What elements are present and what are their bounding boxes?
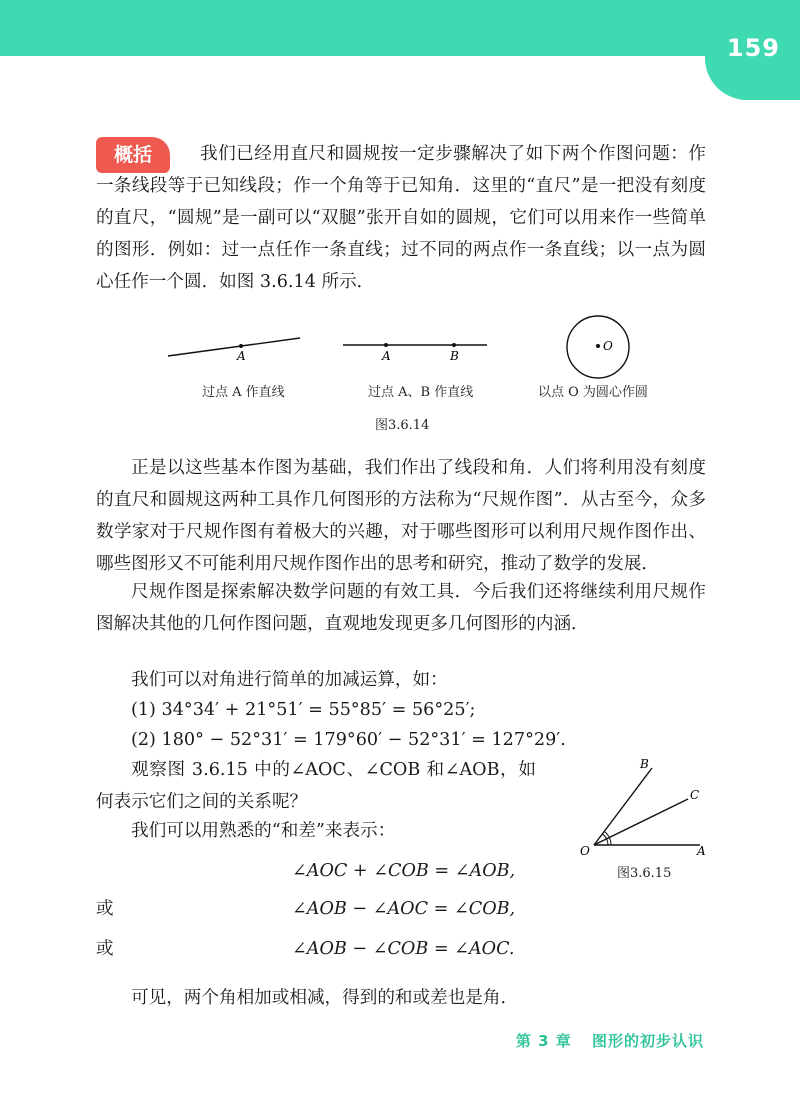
- equation-2: ∠AOB − ∠AOC = ∠COB,: [292, 899, 516, 919]
- paragraph-ruler-compass: 正是以这些基本作图为基础，我们作出了线段和角．人们将利用没有刻度的直尺和圆规这两种工具作几何图形的方法称为“尺规作图”．从古至今，众多数学家对于尺规作图有着极大的兴趣，对于哪些图形可以利用尺规作图作出、哪些图形又不可能利用尺规作图作出的思考和研究，推动了数学的发展．: [96, 458, 706, 574]
- point-a-2: [384, 343, 388, 347]
- label-o: O: [603, 339, 613, 353]
- caption-circle-o: 以点 O 为圆心作圆: [538, 385, 648, 400]
- figure-3-6-15-label: 图3.6.15: [617, 866, 672, 881]
- point-b: [452, 343, 456, 347]
- calc-example-1: (1) 34°34′ + 21°51′ = 55°85′ = 56°25′;: [131, 700, 476, 720]
- caption-through-a-b: 过点 A、B 作直线: [368, 385, 474, 400]
- intro-paragraph: 我们已经用直尺和圆规按一定步骤解决了如下两个作图问题：作一条线段等于已知线段；作一个角等于已知角．这里的“直尺”是一把没有刻度的直尺，“圆规”是一副可以“双腿”张开自如的圆规，它们可以用来作一些简单的图形．例如：过一点任作一条直线；过不同的两点作一条直线；以一点为圆心任作一个圆．如图 3.6.14 所示．: [96, 144, 706, 292]
- footer-chapter: 第 3 章: [515, 1032, 572, 1050]
- label-a-1: A: [237, 349, 246, 363]
- label-a-2: A: [382, 349, 391, 363]
- label-o-3615: O: [580, 844, 590, 858]
- ray-oc: [594, 799, 688, 845]
- page-number: 159: [726, 34, 780, 62]
- equation-1: ∠AOC + ∠COB = ∠AOB,: [292, 861, 516, 881]
- or-word-1: 或: [96, 899, 114, 919]
- or-word-2: 或: [96, 939, 114, 959]
- label-c-3615: C: [690, 788, 700, 802]
- line-through-a: [168, 338, 300, 356]
- point-o: [596, 344, 600, 348]
- footer-title: 图形的初步认识: [591, 1032, 704, 1050]
- paragraph-tool: 尺规作图是探索解决数学问题的有效工具．今后我们还将继续利用尺规作图解决其他的几何作图问题，直观地发现更多几何图形的内涵．: [96, 582, 706, 634]
- label-b-3615: B: [640, 757, 649, 771]
- equation-3: ∠AOB − ∠COB = ∠AOC.: [292, 939, 515, 959]
- point-a-1: [239, 344, 243, 348]
- paragraph-sum-diff: 我们可以用熟悉的“和差”来表示：: [131, 821, 396, 841]
- figure-3-6-14-label: 图3.6.14: [375, 418, 430, 433]
- angle-arc-aoc: [607, 839, 608, 845]
- caption-through-a: 过点 A 作直线: [202, 385, 285, 400]
- paragraph-conclusion: 可见，两个角相加或相减，得到的和或差也是角．: [131, 988, 519, 1008]
- angle-arc-cob: [602, 834, 606, 839]
- label-a-3615: A: [697, 844, 706, 858]
- paragraph-angle-ops: 我们可以对角进行简单的加减运算，如：: [131, 670, 448, 690]
- chapter-footer: [516, 1030, 704, 1051]
- paragraph-observe: 观察图 3.6.15 中的∠AOC、∠COB 和∠AOB，如何表示它们之间的关系呢？: [96, 760, 536, 812]
- calc-example-2: (2) 180° − 52°31′ = 179°60′ − 52°31′ = 127°29′.: [131, 730, 566, 750]
- label-b: B: [450, 349, 459, 363]
- summary-badge: 概括: [96, 137, 170, 173]
